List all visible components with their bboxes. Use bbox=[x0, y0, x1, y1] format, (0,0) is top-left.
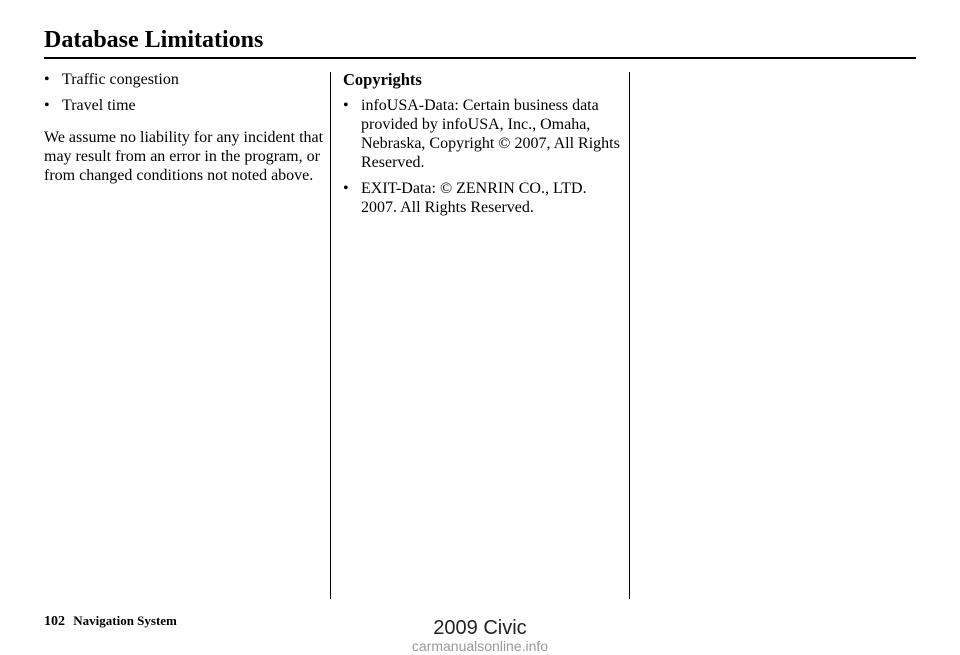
bullet-text: infoUSA-Data: Certain business data provided by infoUSA, Inc., Omaha, Nebraska, Copyright © 2007, All Rights Reserved. bbox=[361, 97, 620, 171]
bullet-item bbox=[44, 70, 324, 89]
watermark-site: carmanualsonline.info bbox=[411, 638, 549, 654]
page-title: Database Limitations bbox=[44, 27, 264, 53]
bullet-item bbox=[44, 96, 324, 115]
bullet-icon: • bbox=[343, 97, 349, 114]
bullet-item bbox=[343, 179, 623, 217]
footer-section-label: Navigation System bbox=[73, 613, 177, 628]
bullet-text: Traffic congestion bbox=[62, 71, 179, 88]
middle-column bbox=[343, 70, 623, 224]
column-divider-right bbox=[629, 72, 630, 599]
watermark-model: 2009 Civic bbox=[433, 617, 527, 639]
page-number: 102 bbox=[44, 614, 65, 629]
bullet-item bbox=[343, 96, 623, 172]
liability-paragraph: We assume no liability for any incident that may result from an error in the program, or from changed conditions not noted above. bbox=[44, 129, 324, 184]
column-divider-left bbox=[330, 72, 331, 599]
bullet-icon: • bbox=[44, 97, 50, 114]
copyrights-heading: Copyrights bbox=[343, 70, 422, 89]
bullet-text: EXIT-Data: © ZENRIN CO., LTD. 2007. All Rights Reserved. bbox=[361, 180, 587, 216]
bullet-icon: • bbox=[44, 71, 50, 88]
left-column bbox=[44, 70, 324, 185]
bullet-icon: • bbox=[343, 180, 349, 197]
bullet-text: Travel time bbox=[62, 97, 136, 114]
title-divider bbox=[44, 57, 916, 59]
